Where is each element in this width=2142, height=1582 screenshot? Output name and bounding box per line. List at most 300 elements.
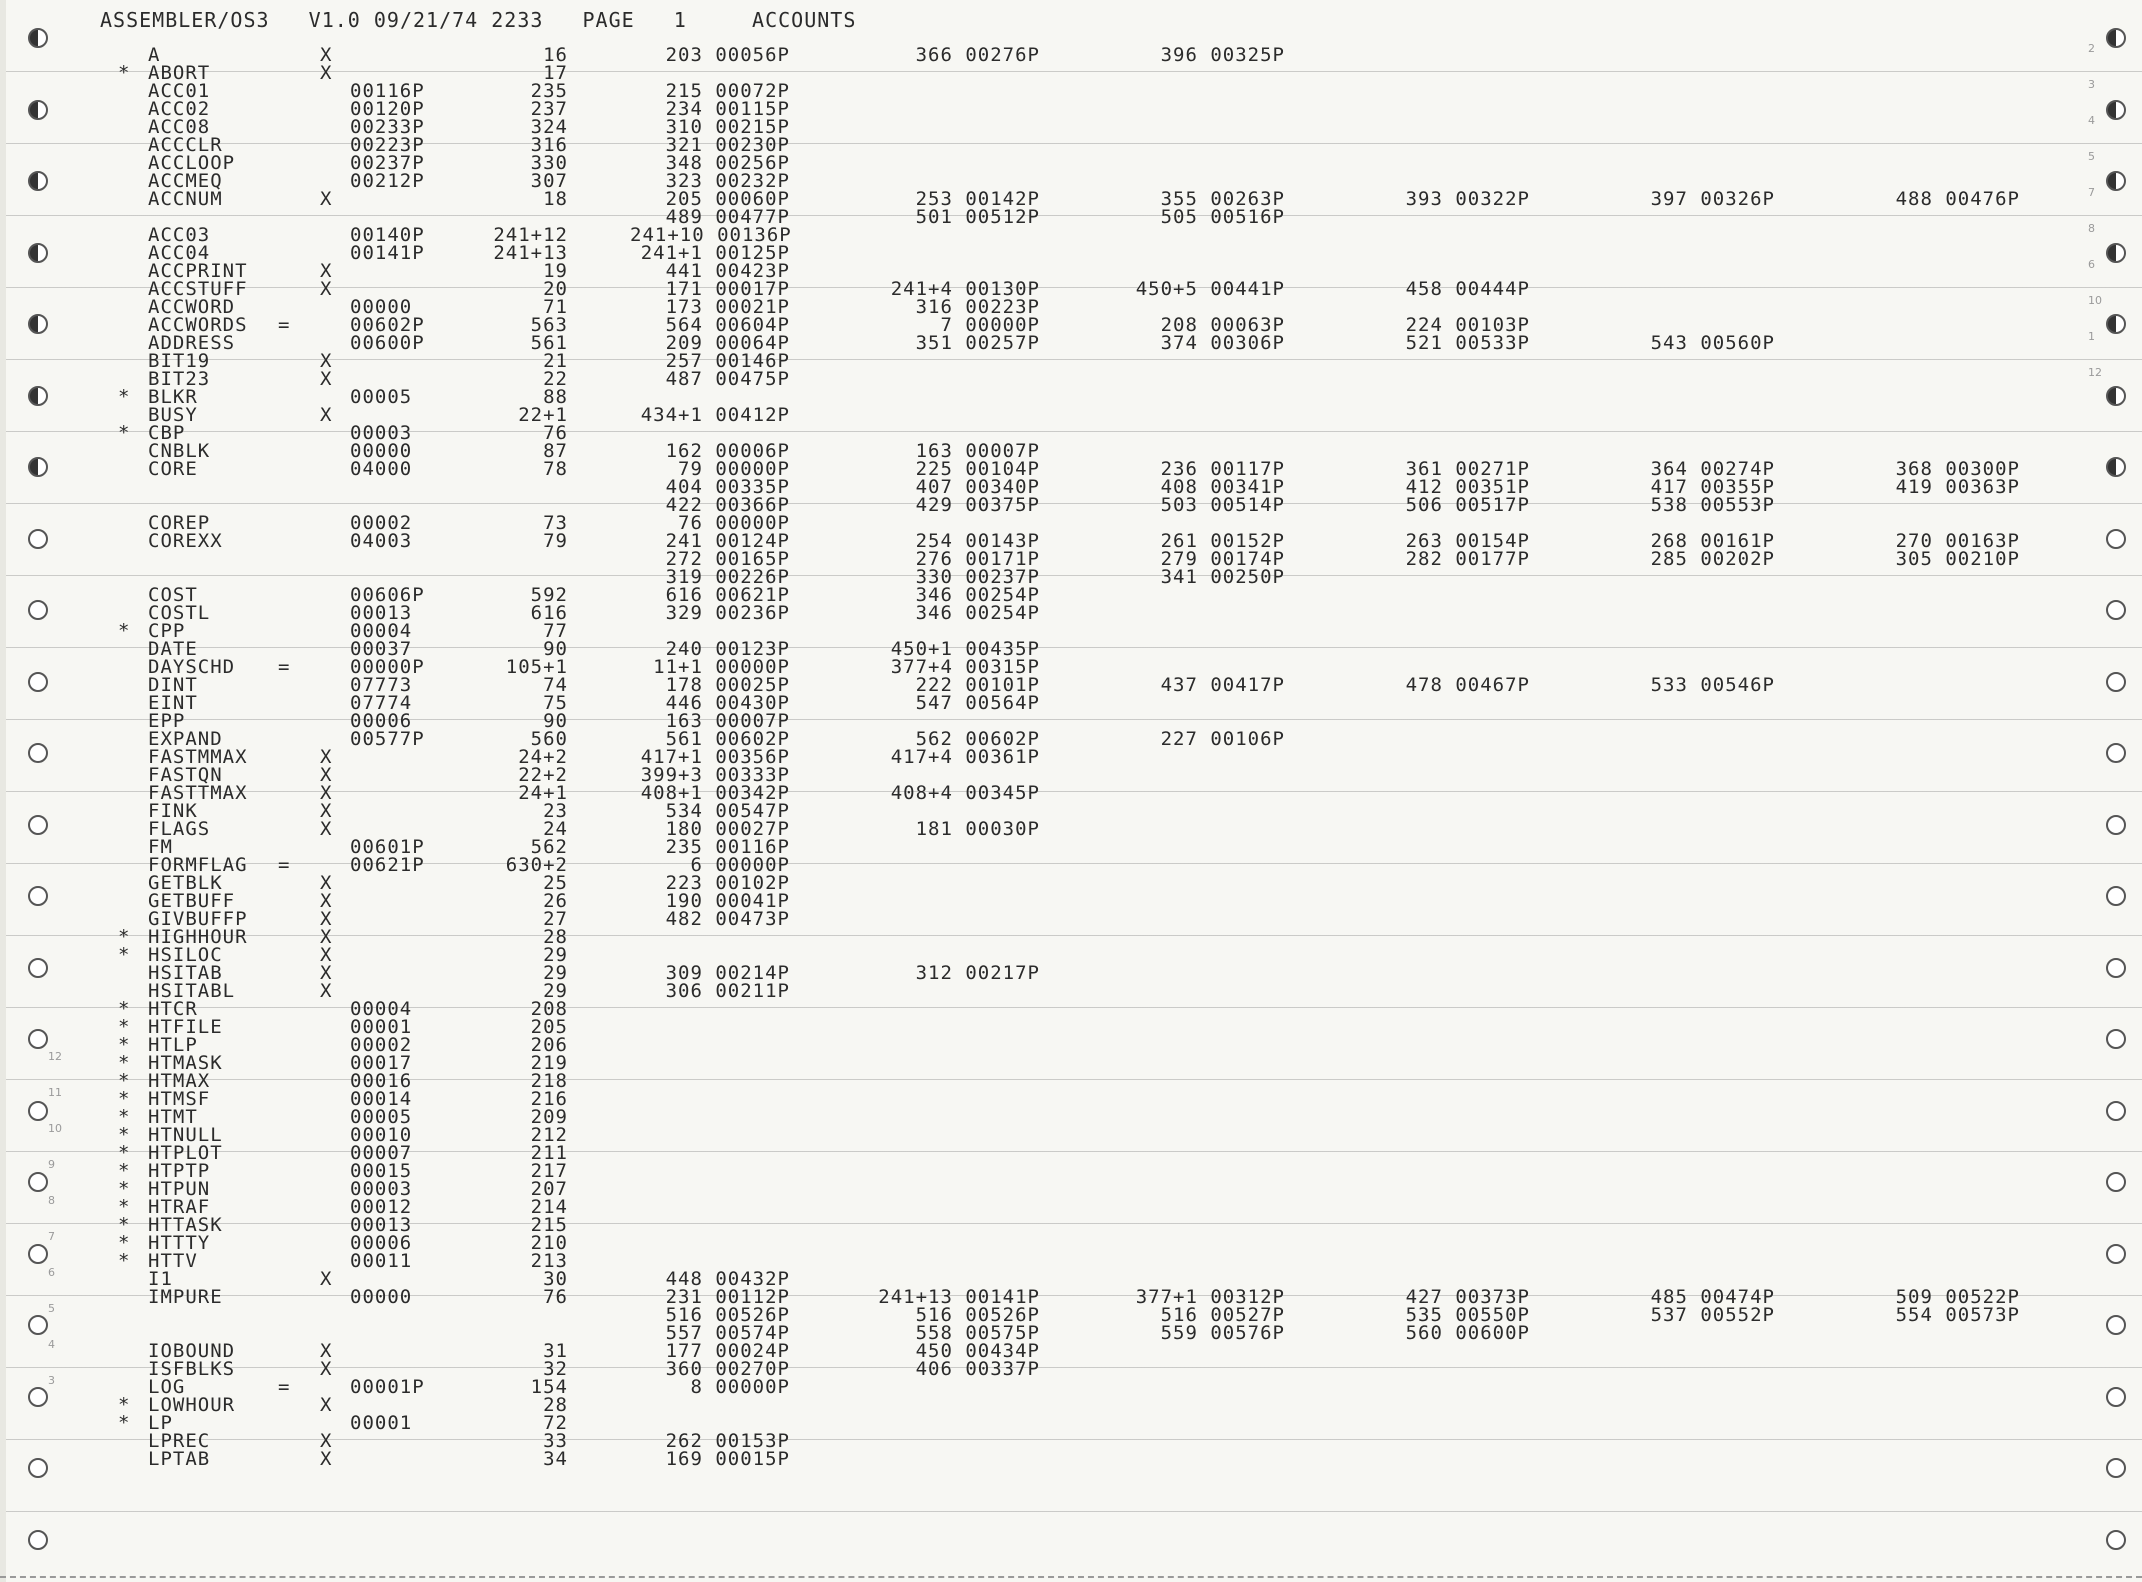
reference-entry: 501 00512P bbox=[915, 206, 1040, 228]
symbol-name: CPP bbox=[148, 620, 186, 642]
symbol-name: LPTAB bbox=[148, 1448, 211, 1470]
margin-tick-label: 5 bbox=[2088, 150, 2095, 163]
definition-line: 154 bbox=[530, 1376, 568, 1398]
tractor-hole bbox=[28, 529, 48, 549]
reference-entry: 558 00575P bbox=[915, 1322, 1040, 1344]
symbol-location: 00037 bbox=[350, 638, 413, 660]
symbol-name: ISFBLKS bbox=[148, 1358, 236, 1380]
reference-entry: 348 00256P bbox=[665, 152, 790, 174]
reference-entry: 377+4 00315P bbox=[890, 656, 1040, 678]
reference-entry: 543 00560P bbox=[1650, 332, 1775, 354]
definition-line: 207 bbox=[530, 1178, 568, 1200]
tractor-hole bbox=[28, 886, 48, 906]
equate-mark: = bbox=[278, 854, 291, 876]
reference-entry: 446 00430P bbox=[665, 692, 790, 714]
reference-entry: 534 00547P bbox=[665, 800, 790, 822]
definition-line: 20 bbox=[543, 278, 568, 300]
reference-entry: 279 00174P bbox=[1160, 548, 1285, 570]
tractor-hole bbox=[2106, 958, 2126, 978]
reference-entry: 366 00276P bbox=[915, 44, 1040, 66]
reference-entry: 234 00115P bbox=[665, 98, 790, 120]
reference-entry: 254 00143P bbox=[915, 530, 1040, 552]
symbol-location: 00017 bbox=[350, 1052, 413, 1074]
reference-entry: 190 00041P bbox=[665, 890, 790, 912]
symbol-name: ACCNUM bbox=[148, 188, 223, 210]
symbol-name: FASTMMAX bbox=[148, 746, 248, 768]
reference-entry: 516 00526P bbox=[665, 1304, 790, 1326]
reference-entry: 341 00250P bbox=[1160, 566, 1285, 588]
reference-entry: 506 00517P bbox=[1405, 494, 1530, 516]
reference-entry: 236 00117P bbox=[1160, 458, 1285, 480]
equate-mark: = bbox=[278, 656, 291, 678]
margin-tick-label: 3 bbox=[48, 1374, 55, 1387]
symbol-name: HTMSF bbox=[148, 1088, 211, 1110]
symbol-name: DAYSCHD bbox=[148, 656, 236, 678]
definition-line: 88 bbox=[543, 386, 568, 408]
reference-entry: 417+1 00356P bbox=[640, 746, 790, 768]
symbol-location: 07774 bbox=[350, 692, 413, 714]
reference-entry: 397 00326P bbox=[1650, 188, 1775, 210]
reference-entry: 374 00306P bbox=[1160, 332, 1285, 354]
reference-entry: 181 00030P bbox=[915, 818, 1040, 840]
reference-entry: 79 00000P bbox=[678, 458, 790, 480]
reference-entry: 408 00341P bbox=[1160, 476, 1285, 498]
symbol-name: GETBLK bbox=[148, 872, 223, 894]
reference-entry: 427 00373P bbox=[1405, 1286, 1530, 1308]
reference-entry: 407 00340P bbox=[915, 476, 1040, 498]
symbol-name: BIT19 bbox=[148, 350, 211, 372]
definition-line: 214 bbox=[530, 1196, 568, 1218]
reference-entry: 396 00325P bbox=[1160, 44, 1285, 66]
symbol-location: 00212P bbox=[350, 170, 425, 192]
margin-tick-label: 8 bbox=[48, 1194, 55, 1207]
symbol-location: 00012 bbox=[350, 1196, 413, 1218]
tractor-hole bbox=[2106, 1387, 2126, 1407]
symbol-name: BIT23 bbox=[148, 368, 211, 390]
reference-entry: 547 00564P bbox=[915, 692, 1040, 714]
reference-entry: 487 00475P bbox=[665, 368, 790, 390]
flag-asterisk: * bbox=[118, 1214, 131, 1236]
reference-entry: 162 00006P bbox=[665, 440, 790, 462]
reference-entry: 399+3 00333P bbox=[640, 764, 790, 786]
symbol-location: 00005 bbox=[350, 386, 413, 408]
reference-entry: 321 00230P bbox=[665, 134, 790, 156]
external-mark: X bbox=[320, 1394, 333, 1416]
definition-line: 216 bbox=[530, 1088, 568, 1110]
symbol-name: ABORT bbox=[148, 62, 211, 84]
symbol-name: FINK bbox=[148, 800, 198, 822]
definition-line: 29 bbox=[543, 944, 568, 966]
symbol-name: FASTTMAX bbox=[148, 782, 248, 804]
reference-entry: 448 00432P bbox=[665, 1268, 790, 1290]
symbol-location: 00000P bbox=[350, 656, 425, 678]
symbol-name: ACC04 bbox=[148, 242, 211, 264]
reference-entry: 516 00526P bbox=[915, 1304, 1040, 1326]
reference-entry: 509 00522P bbox=[1895, 1286, 2020, 1308]
tractor-hole bbox=[2106, 457, 2126, 477]
margin-tick-label: 11 bbox=[48, 1086, 62, 1099]
reference-entry: 224 00103P bbox=[1405, 314, 1530, 336]
symbol-location: 00001 bbox=[350, 1016, 413, 1038]
equate-mark: = bbox=[278, 314, 291, 336]
external-mark: X bbox=[320, 1358, 333, 1380]
flag-asterisk: * bbox=[118, 1088, 131, 1110]
symbol-location: 00005 bbox=[350, 1106, 413, 1128]
external-mark: X bbox=[320, 278, 333, 300]
symbol-name: BLKR bbox=[148, 386, 198, 408]
external-mark: X bbox=[320, 818, 333, 840]
definition-line: 23 bbox=[543, 800, 568, 822]
definition-line: 90 bbox=[543, 638, 568, 660]
definition-line: 237 bbox=[530, 98, 568, 120]
flag-asterisk: * bbox=[118, 620, 131, 642]
tractor-hole bbox=[2106, 1315, 2126, 1335]
definition-line: 87 bbox=[543, 440, 568, 462]
reference-entry: 241+1 00125P bbox=[640, 242, 790, 264]
symbol-name: COREP bbox=[148, 512, 211, 534]
reference-entry: 564 00604P bbox=[665, 314, 790, 336]
reference-entry: 8 00000P bbox=[690, 1376, 790, 1398]
symbol-name: A bbox=[148, 44, 161, 66]
reference-entry: 535 00550P bbox=[1405, 1304, 1530, 1326]
reference-entry: 312 00217P bbox=[915, 962, 1040, 984]
tractor-hole bbox=[2106, 815, 2126, 835]
symbol-name: IMPURE bbox=[148, 1286, 223, 1308]
external-mark: X bbox=[320, 44, 333, 66]
definition-line: 18 bbox=[543, 188, 568, 210]
reference-entry: 225 00104P bbox=[915, 458, 1040, 480]
tractor-hole bbox=[2106, 1530, 2126, 1550]
reference-entry: 351 00257P bbox=[915, 332, 1040, 354]
symbol-location: 00013 bbox=[350, 1214, 413, 1236]
tractor-hole bbox=[28, 1530, 48, 1550]
symbol-name: HTMASK bbox=[148, 1052, 223, 1074]
symbol-name: GETBUFF bbox=[148, 890, 236, 912]
definition-line: 90 bbox=[543, 710, 568, 732]
symbol-name: FLAGS bbox=[148, 818, 211, 840]
reference-entry: 227 00106P bbox=[1160, 728, 1285, 750]
symbol-name: ACCCLR bbox=[148, 134, 223, 156]
reference-entry: 458 00444P bbox=[1405, 278, 1530, 300]
external-mark: X bbox=[320, 980, 333, 1002]
reference-entry: 488 00476P bbox=[1895, 188, 2020, 210]
reference-entry: 272 00165P bbox=[665, 548, 790, 570]
reference-entry: 368 00300P bbox=[1895, 458, 2020, 480]
reference-entry: 360 00270P bbox=[665, 1358, 790, 1380]
reference-entry: 7 00000P bbox=[940, 314, 1040, 336]
reference-entry: 417 00355P bbox=[1650, 476, 1775, 498]
definition-line: 215 bbox=[530, 1214, 568, 1236]
definition-line: 71 bbox=[543, 296, 568, 318]
reference-entry: 537 00552P bbox=[1650, 1304, 1775, 1326]
tractor-hole bbox=[2106, 28, 2126, 48]
symbol-name: ACCLOOP bbox=[148, 152, 236, 174]
definition-line: 330 bbox=[530, 152, 568, 174]
definition-line: 219 bbox=[530, 1052, 568, 1074]
symbol-location: 00014 bbox=[350, 1088, 413, 1110]
reference-entry: 169 00015P bbox=[665, 1448, 790, 1470]
reference-entry: 538 00553P bbox=[1650, 494, 1775, 516]
symbol-name: HSILOC bbox=[148, 944, 223, 966]
reference-entry: 482 00473P bbox=[665, 908, 790, 930]
symbol-location: 00011 bbox=[350, 1250, 413, 1272]
reference-entry: 560 00600P bbox=[1405, 1322, 1530, 1344]
equate-mark: = bbox=[278, 1376, 291, 1398]
external-mark: X bbox=[320, 188, 333, 210]
symbol-name: HTCR bbox=[148, 998, 198, 1020]
symbol-name: ACCWORD bbox=[148, 296, 236, 318]
tractor-hole bbox=[2106, 243, 2126, 263]
flag-asterisk: * bbox=[118, 386, 131, 408]
external-mark: X bbox=[320, 962, 333, 984]
flag-asterisk: * bbox=[118, 1412, 131, 1434]
definition-line: 32 bbox=[543, 1358, 568, 1380]
symbol-location: 00001P bbox=[350, 1376, 425, 1398]
symbol-name: HIGHHOUR bbox=[148, 926, 248, 948]
definition-line: 78 bbox=[543, 458, 568, 480]
definition-line: 19 bbox=[543, 260, 568, 282]
flag-asterisk: * bbox=[118, 1232, 131, 1254]
symbol-location: 00006 bbox=[350, 710, 413, 732]
tractor-hole bbox=[28, 28, 48, 48]
external-mark: X bbox=[320, 782, 333, 804]
symbol-name: GIVBUFFP bbox=[148, 908, 248, 930]
definition-line: 26 bbox=[543, 890, 568, 912]
definition-line: 307 bbox=[530, 170, 568, 192]
symbol-location: 00003 bbox=[350, 1178, 413, 1200]
reference-entry: 478 00467P bbox=[1405, 674, 1530, 696]
symbol-location: 00621P bbox=[350, 854, 425, 876]
symbol-location: 00015 bbox=[350, 1160, 413, 1182]
symbol-location: 00000 bbox=[350, 440, 413, 462]
external-mark: X bbox=[320, 890, 333, 912]
flag-asterisk: * bbox=[118, 1052, 131, 1074]
symbol-name: HTRAF bbox=[148, 1196, 211, 1218]
reference-entry: 209 00064P bbox=[665, 332, 790, 354]
flag-asterisk: * bbox=[118, 944, 131, 966]
definition-line: 16 bbox=[543, 44, 568, 66]
reference-entry: 437 00417P bbox=[1160, 674, 1285, 696]
tractor-hole bbox=[28, 314, 48, 334]
external-mark: X bbox=[320, 872, 333, 894]
symbol-name: IOBOUND bbox=[148, 1340, 236, 1362]
tractor-hole bbox=[2106, 600, 2126, 620]
symbol-name: EPP bbox=[148, 710, 186, 732]
tractor-hole bbox=[28, 100, 48, 120]
symbol-name: ACC03 bbox=[148, 224, 211, 246]
reference-entry: 557 00574P bbox=[665, 1322, 790, 1344]
flag-asterisk: * bbox=[118, 422, 131, 444]
reference-entry: 235 00116P bbox=[665, 836, 790, 858]
external-mark: X bbox=[320, 368, 333, 390]
reference-entry: 450+1 00435P bbox=[890, 638, 1040, 660]
definition-line: 560 bbox=[530, 728, 568, 750]
symbol-location: 00002 bbox=[350, 1034, 413, 1056]
external-mark: X bbox=[320, 746, 333, 768]
reference-entry: 505 00516P bbox=[1160, 206, 1285, 228]
definition-line: 206 bbox=[530, 1034, 568, 1056]
symbol-location: 00003 bbox=[350, 422, 413, 444]
reference-entry: 11+1 00000P bbox=[653, 656, 790, 678]
tractor-hole bbox=[28, 1101, 48, 1121]
reference-entry: 263 00154P bbox=[1405, 530, 1530, 552]
reference-entry: 276 00171P bbox=[915, 548, 1040, 570]
definition-line: 24+1 bbox=[518, 782, 568, 804]
flag-asterisk: * bbox=[118, 1124, 131, 1146]
symbol-name: ACCPRINT bbox=[148, 260, 248, 282]
symbol-name: HSITAB bbox=[148, 962, 223, 984]
definition-line: 21 bbox=[543, 350, 568, 372]
reference-entry: 393 00322P bbox=[1405, 188, 1530, 210]
definition-line: 208 bbox=[530, 998, 568, 1020]
symbol-location: 00120P bbox=[350, 98, 425, 120]
margin-tick-label: 10 bbox=[48, 1122, 62, 1135]
symbol-location: 00000 bbox=[350, 1286, 413, 1308]
definition-line: 209 bbox=[530, 1106, 568, 1128]
tractor-hole bbox=[28, 243, 48, 263]
margin-tick-label: 12 bbox=[48, 1050, 62, 1063]
symbol-location: 00013 bbox=[350, 602, 413, 624]
reference-entry: 434+1 00412P bbox=[640, 404, 790, 426]
reference-entry: 240 00123P bbox=[665, 638, 790, 660]
tractor-hole bbox=[2106, 1029, 2126, 1049]
reference-entry: 450 00434P bbox=[915, 1340, 1040, 1362]
flag-asterisk: * bbox=[118, 1250, 131, 1272]
reference-entry: 306 00211P bbox=[665, 980, 790, 1002]
symbol-name: COREXX bbox=[148, 530, 223, 552]
reference-entry: 319 00226P bbox=[665, 566, 790, 588]
reference-entry: 231 00112P bbox=[665, 1286, 790, 1308]
definition-line: 25 bbox=[543, 872, 568, 894]
symbol-name: HTTASK bbox=[148, 1214, 223, 1236]
reference-entry: 309 00214P bbox=[665, 962, 790, 984]
margin-tick-label: 3 bbox=[2088, 78, 2095, 91]
reference-entry: 316 00223P bbox=[915, 296, 1040, 318]
definition-line: 561 bbox=[530, 332, 568, 354]
flag-asterisk: * bbox=[118, 1106, 131, 1128]
reference-entry: 361 00271P bbox=[1405, 458, 1530, 480]
reference-entry: 178 00025P bbox=[665, 674, 790, 696]
symbol-name: ADDRESS bbox=[148, 332, 236, 354]
symbol-name: HTPUN bbox=[148, 1178, 211, 1200]
definition-line: 29 bbox=[543, 980, 568, 1002]
margin-tick-label: 6 bbox=[2088, 258, 2095, 271]
symbol-name: ACC08 bbox=[148, 116, 211, 138]
listing-header: ASSEMBLER/OS3 V1.0 09/21/74 2233 PAGE 1 ACCOUNTS bbox=[100, 8, 857, 32]
symbol-location: 00016 bbox=[350, 1070, 413, 1092]
reference-entry: 270 00163P bbox=[1895, 530, 2020, 552]
margin-tick-label: 8 bbox=[2088, 222, 2095, 235]
symbol-name: DINT bbox=[148, 674, 198, 696]
external-mark: X bbox=[320, 764, 333, 786]
symbol-name: ACCSTUFF bbox=[148, 278, 248, 300]
reference-entry: 422 00366P bbox=[665, 494, 790, 516]
definition-line: 28 bbox=[543, 926, 568, 948]
definition-line: 316 bbox=[530, 134, 568, 156]
symbol-location: 00000 bbox=[350, 296, 413, 318]
definition-line: 33 bbox=[543, 1430, 568, 1452]
symbol-name: ACC01 bbox=[148, 80, 211, 102]
symbol-location: 00606P bbox=[350, 584, 425, 606]
symbol-name: FASTQN bbox=[148, 764, 223, 786]
symbol-location: 00141P bbox=[350, 242, 425, 264]
symbol-name: HTPTP bbox=[148, 1160, 211, 1182]
definition-line: 72 bbox=[543, 1412, 568, 1434]
symbol-location: 00010 bbox=[350, 1124, 413, 1146]
definition-line: 22+1 bbox=[518, 404, 568, 426]
reference-entry: 441 00423P bbox=[665, 260, 790, 282]
tractor-hole bbox=[28, 1029, 48, 1049]
margin-tick-label: 7 bbox=[2088, 186, 2095, 199]
symbol-name: EXPAND bbox=[148, 728, 223, 750]
reference-entry: 419 00363P bbox=[1895, 476, 2020, 498]
definition-line: 211 bbox=[530, 1142, 568, 1164]
tractor-hole bbox=[28, 1458, 48, 1478]
reference-entry: 180 00027P bbox=[665, 818, 790, 840]
symbol-location: 00007 bbox=[350, 1142, 413, 1164]
reference-entry: 282 00177P bbox=[1405, 548, 1530, 570]
symbol-name: HTMAX bbox=[148, 1070, 211, 1092]
symbol-name: CBP bbox=[148, 422, 186, 444]
symbol-name: HTFILE bbox=[148, 1016, 223, 1038]
definition-line: 241+13 bbox=[493, 242, 568, 264]
flag-asterisk: * bbox=[118, 62, 131, 84]
definition-line: 562 bbox=[530, 836, 568, 858]
symbol-location: 00006 bbox=[350, 1232, 413, 1254]
external-mark: X bbox=[320, 62, 333, 84]
flag-asterisk: * bbox=[118, 1394, 131, 1416]
reference-entry: 355 00263P bbox=[1160, 188, 1285, 210]
tractor-hole bbox=[28, 743, 48, 763]
tractor-hole bbox=[2106, 171, 2126, 191]
reference-entry: 561 00602P bbox=[665, 728, 790, 750]
definition-line: 105+1 bbox=[505, 656, 568, 678]
symbol-location: 00600P bbox=[350, 332, 425, 354]
flag-asterisk: * bbox=[118, 998, 131, 1020]
symbol-location: 00002 bbox=[350, 512, 413, 534]
reference-entry: 171 00017P bbox=[665, 278, 790, 300]
symbol-name: HTLP bbox=[148, 1034, 198, 1056]
symbol-name: HSITABL bbox=[148, 980, 236, 1002]
reference-entry: 516 00527P bbox=[1160, 1304, 1285, 1326]
definition-line: 79 bbox=[543, 530, 568, 552]
tractor-hole bbox=[2106, 743, 2126, 763]
reference-entry: 222 00101P bbox=[915, 674, 1040, 696]
reference-entry: 241+4 00130P bbox=[890, 278, 1040, 300]
reference-entry: 241 00124P bbox=[665, 530, 790, 552]
definition-line: 17 bbox=[543, 62, 568, 84]
definition-line: 563 bbox=[530, 314, 568, 336]
symbol-name: LPREC bbox=[148, 1430, 211, 1452]
definition-line: 29 bbox=[543, 962, 568, 984]
symbol-name: HTPLOT bbox=[148, 1142, 223, 1164]
reference-entry: 241+13 00141P bbox=[878, 1286, 1040, 1308]
tractor-hole bbox=[2106, 1458, 2126, 1478]
definition-line: 212 bbox=[530, 1124, 568, 1146]
perforation-bottom bbox=[0, 1576, 2142, 1582]
symbol-name: FM bbox=[148, 836, 173, 858]
reference-entry: 208 00063P bbox=[1160, 314, 1285, 336]
symbol-location: 07773 bbox=[350, 674, 413, 696]
tractor-hole bbox=[28, 1315, 48, 1335]
definition-line: 210 bbox=[530, 1232, 568, 1254]
reference-entry: 76 00000P bbox=[678, 512, 790, 534]
definition-line: 324 bbox=[530, 116, 568, 138]
definition-line: 24 bbox=[543, 818, 568, 840]
symbol-name: EINT bbox=[148, 692, 198, 714]
reference-entry: 203 00056P bbox=[665, 44, 790, 66]
definition-line: 218 bbox=[530, 1070, 568, 1092]
